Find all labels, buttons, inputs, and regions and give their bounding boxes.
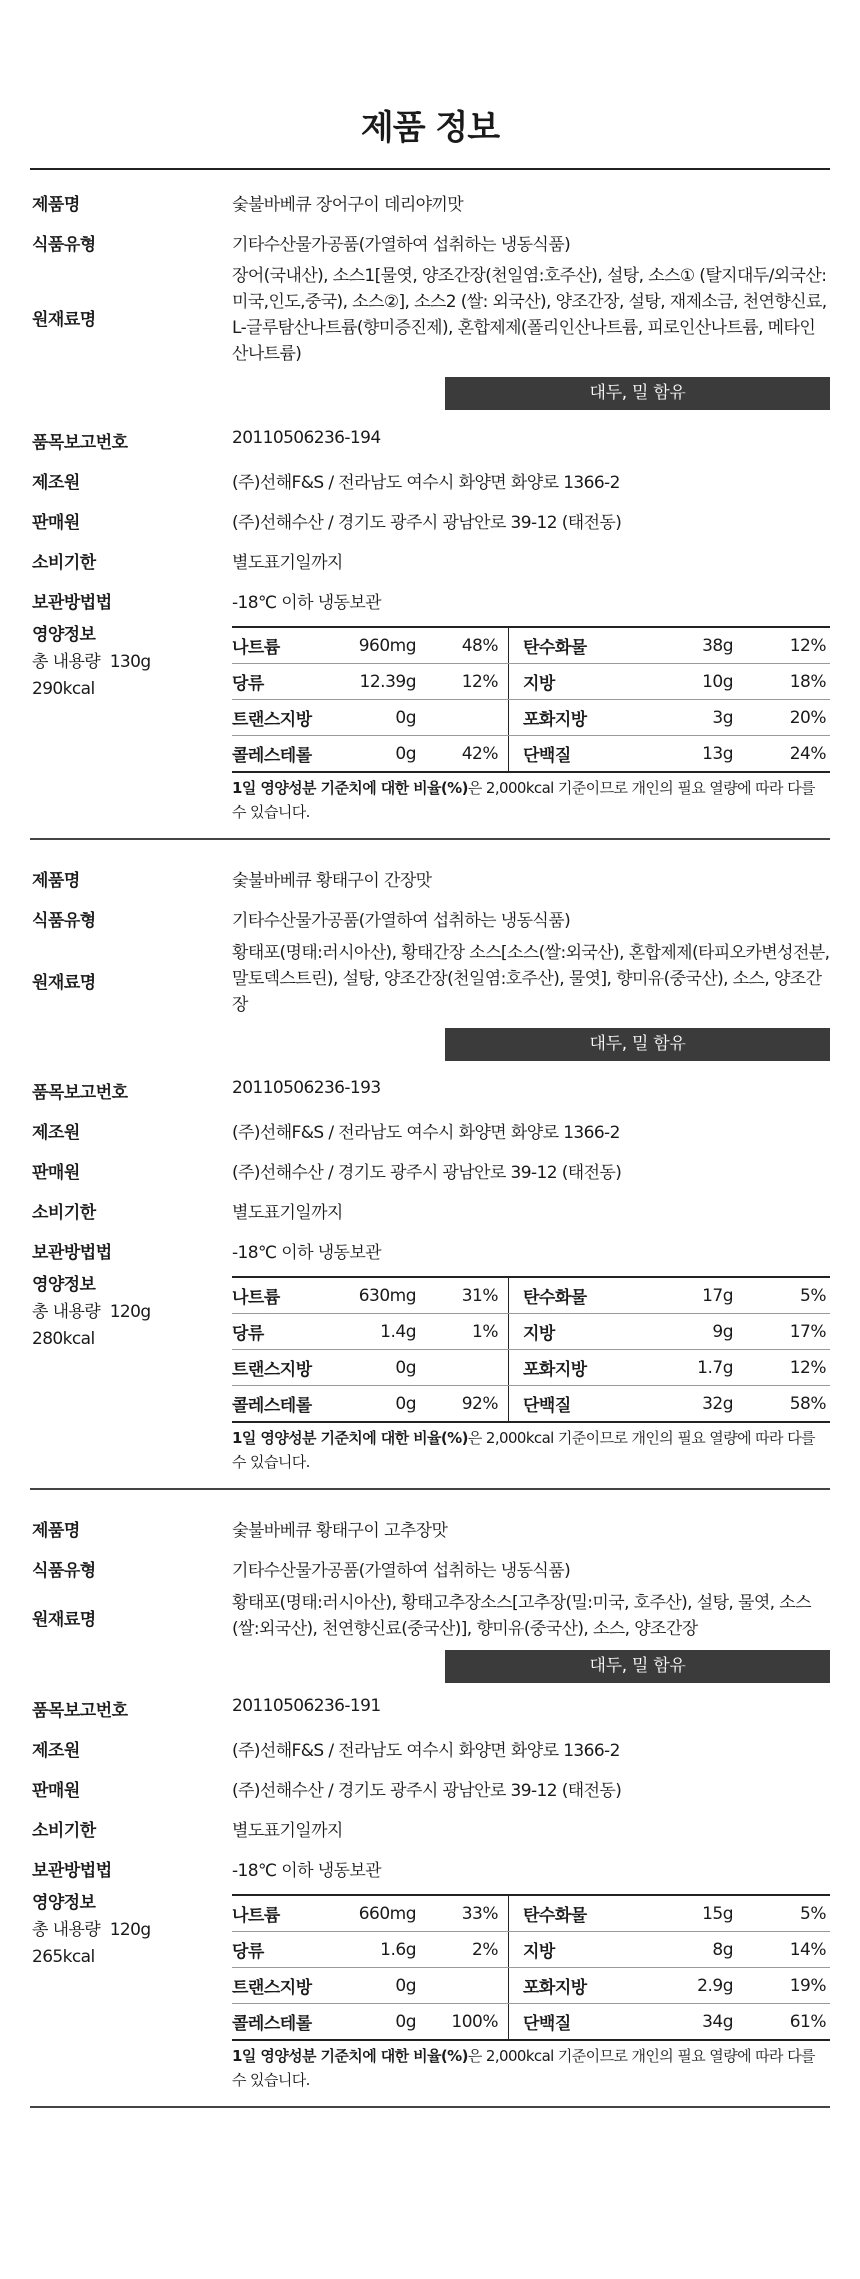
nutrient-amount: 1.4g	[322, 1314, 416, 1350]
nutrient-amount: 12.39g	[322, 664, 416, 700]
label-type: 식품유형	[32, 1561, 96, 1581]
note-text: 은 2,000kcal 기준이므로 개인의 필요 열량에 따라 다를 수 있습니다.	[232, 779, 815, 821]
note-bold: 1일 영양성분 기준치에 대한 비율(%)	[232, 1429, 468, 1447]
note-text: 은 2,000kcal 기준이므로 개인의 필요 열량에 따라 다를 수 있습니다.	[232, 2047, 815, 2089]
nutrient-amount: 0g	[322, 736, 416, 773]
nutrient-name: 나트륨	[232, 1895, 322, 1932]
nutrient-pct: 12%	[733, 1350, 830, 1386]
nutrient-name: 단백질	[509, 1386, 644, 1423]
product-ingredients: 장어(국내산), 소스1[물엿, 양조간장(천일염:호주산), 설탕, 소스① (탈지대두/외국산:미국,인도,중국), 소스②], 소스2 (쌀: 외국산), 양조간장, 설탕, 재제소금, 천연향신료, L-글루탐산나트륨(향미증진제), 혼합제제(폴리인산나트륨, 피로인산나트륨, 메타인산나트륨)	[232, 266, 827, 364]
table-row	[232, 1968, 830, 2004]
nutrient-name: 트랜스지방	[232, 700, 322, 736]
label-name: 제품명	[32, 871, 80, 891]
nutrient-amount: 9g	[643, 1314, 733, 1350]
nutrition-summary	[32, 1272, 151, 1353]
nutrient-name: 단백질	[509, 736, 644, 773]
nutrition-note	[232, 2044, 832, 2092]
label-type: 식품유형	[32, 911, 96, 931]
nutrient-amount: 0g	[322, 2004, 416, 2041]
nutrient-amount: 10g	[643, 664, 733, 700]
nutrient-amount: 32g	[643, 1386, 733, 1423]
table-row	[232, 1932, 830, 1968]
storage: -18℃ 이하 냉동보관	[232, 1861, 381, 1881]
nutrient-amount: 0g	[322, 700, 416, 736]
table-row	[232, 1350, 830, 1386]
label-expiry: 소비기한	[32, 553, 96, 573]
nutrient-name: 나트륨	[232, 1277, 322, 1314]
nutrition-table	[232, 626, 830, 773]
nutrient-name: 콜레스테롤	[232, 2004, 322, 2041]
nutrient-amount: 0g	[322, 1350, 416, 1386]
nutrient-pct: 5%	[733, 1895, 830, 1932]
nutrient-name: 포화지방	[509, 700, 644, 736]
label-ingredients: 원재료명	[32, 1610, 96, 1630]
note-text: 은 2,000kcal 기준이므로 개인의 필요 열량에 따라 다를 수 있습니다.	[232, 1429, 815, 1471]
allergen-badge: 대두, 밀 함유	[445, 1028, 830, 1061]
label-report: 품목보고번호	[32, 433, 128, 453]
nutrient-pct	[416, 1350, 509, 1386]
nutrient-amount: 0g	[322, 1968, 416, 2004]
nutrient-pct: 20%	[733, 700, 830, 736]
nutrient-pct: 61%	[733, 2004, 830, 2041]
nutrient-name: 탄수화물	[509, 627, 644, 664]
total-kcal: 290kcal	[32, 679, 95, 699]
total-weight: 120g	[109, 1302, 151, 1322]
label-storage: 보관방법법	[32, 593, 112, 613]
product-ingredients: 황태포(명태:러시아산), 황태간장 소스[소스(쌀:외국산), 혼합제제(타피오카변성전분, 말토덱스트린), 설탕, 양조간장(천일염:호주산), 물엿], 향미유(중국산), 소스, 양조간장	[232, 943, 830, 1015]
label-seller: 판매원	[32, 1163, 80, 1183]
label-nutrition: 영양정보	[32, 1893, 96, 1913]
product-ingredients: 황태포(명태:러시아산), 황태고추장소스[고추장(밀:미국, 호주산), 설탕, 물엿, 소스(쌀:외국산), 천연향신료(중국산)], 향미유(중국산), 소스, 양조간장	[232, 1593, 811, 1639]
note-bold: 1일 영양성분 기준치에 대한 비율(%)	[232, 779, 468, 797]
table-row	[232, 2004, 830, 2041]
label-storage: 보관방법법	[32, 1861, 112, 1881]
seller: (주)선해수산 / 경기도 광주시 광남안로 39-12 (태전동)	[232, 513, 622, 533]
label-manufacturer: 제조원	[32, 1123, 80, 1143]
nutrient-amount: 660mg	[322, 1895, 416, 1932]
nutrient-name: 단백질	[509, 2004, 644, 2041]
nutrient-pct: 31%	[416, 1277, 509, 1314]
label-expiry: 소비기한	[32, 1203, 96, 1223]
total-kcal: 280kcal	[32, 1329, 95, 1349]
nutrient-amount: 8g	[643, 1932, 733, 1968]
label-nutrition: 영양정보	[32, 625, 96, 645]
nutrient-pct: 19%	[733, 1968, 830, 2004]
storage: -18℃ 이하 냉동보관	[232, 1243, 381, 1263]
nutrient-name: 포화지방	[509, 1350, 644, 1386]
nutrient-pct: 2%	[416, 1932, 509, 1968]
nutrient-pct	[416, 700, 509, 736]
product-type: 기타수산물가공품(가열하여 섭취하는 냉동식품)	[232, 911, 571, 931]
product-type: 기타수산물가공품(가열하여 섭취하는 냉동식품)	[232, 235, 571, 255]
nutrient-name: 당류	[232, 1314, 322, 1350]
nutrient-pct: 58%	[733, 1386, 830, 1423]
nutrition-summary	[32, 622, 151, 703]
report-number: 20110506236-193	[232, 1078, 381, 1098]
nutrient-pct	[416, 1968, 509, 2004]
nutrient-pct: 5%	[733, 1277, 830, 1314]
nutrition-table	[232, 1276, 830, 1423]
allergen-badge: 대두, 밀 함유	[445, 1650, 830, 1683]
table-row	[232, 1277, 830, 1314]
storage: -18℃ 이하 냉동보관	[232, 593, 381, 613]
nutrient-amount: 1.6g	[322, 1932, 416, 1968]
nutrient-name: 트랜스지방	[232, 1968, 322, 2004]
section-divider	[30, 2106, 830, 2108]
total-kcal: 265kcal	[32, 1947, 95, 1967]
report-number: 20110506236-194	[232, 428, 381, 448]
label-seller: 판매원	[32, 513, 80, 533]
label-total: 총 내용량	[32, 1302, 101, 1322]
section-divider	[30, 838, 830, 840]
nutrient-pct: 12%	[733, 627, 830, 664]
page-title: 제품 정보	[360, 108, 500, 148]
nutrient-amount: 34g	[643, 2004, 733, 2041]
table-row	[232, 1386, 830, 1423]
nutrient-amount: 3g	[643, 700, 733, 736]
nutrient-name: 지방	[509, 1932, 644, 1968]
label-name: 제품명	[32, 1521, 80, 1541]
table-row	[232, 664, 830, 700]
nutrient-name: 콜레스테롤	[232, 1386, 322, 1423]
section-divider	[30, 1488, 830, 1490]
label-expiry: 소비기한	[32, 1821, 96, 1841]
label-ingredients: 원재료명	[32, 310, 96, 330]
nutrient-name: 콜레스테롤	[232, 736, 322, 773]
note-bold: 1일 영양성분 기준치에 대한 비율(%)	[232, 2047, 468, 2065]
label-name: 제품명	[32, 195, 80, 215]
product-name: 숯불바베큐 황태구이 고추장맛	[232, 1521, 448, 1541]
nutrient-name: 탄수화물	[509, 1895, 644, 1932]
total-weight: 130g	[109, 652, 151, 672]
label-storage: 보관방법법	[32, 1243, 112, 1263]
seller: (주)선해수산 / 경기도 광주시 광남안로 39-12 (태전동)	[232, 1163, 622, 1183]
nutrient-name: 나트륨	[232, 627, 322, 664]
nutrient-name: 지방	[509, 1314, 644, 1350]
expiry: 별도표기일까지	[232, 1821, 343, 1841]
label-seller: 판매원	[32, 1781, 80, 1801]
nutrient-name: 포화지방	[509, 1968, 644, 2004]
total-weight: 120g	[109, 1920, 151, 1940]
nutrition-summary	[32, 1890, 151, 1971]
nutrient-name: 트랜스지방	[232, 1350, 322, 1386]
manufacturer: (주)선해F&S / 전라남도 여수시 화양면 화양로 1366-2	[232, 1123, 620, 1143]
table-row	[232, 700, 830, 736]
nutrient-amount: 2.9g	[643, 1968, 733, 2004]
table-row	[232, 1895, 830, 1932]
nutrient-pct: 92%	[416, 1386, 509, 1423]
nutrient-amount: 0g	[322, 1386, 416, 1423]
label-manufacturer: 제조원	[32, 1741, 80, 1761]
nutrient-pct: 14%	[733, 1932, 830, 1968]
nutrient-amount: 1.7g	[643, 1350, 733, 1386]
expiry: 별도표기일까지	[232, 1203, 343, 1223]
nutrient-name: 당류	[232, 1932, 322, 1968]
nutrition-note	[232, 776, 832, 824]
expiry: 별도표기일까지	[232, 553, 343, 573]
label-nutrition: 영양정보	[32, 1275, 96, 1295]
nutrient-pct: 33%	[416, 1895, 509, 1932]
nutrient-pct: 12%	[416, 664, 509, 700]
report-number: 20110506236-191	[232, 1696, 381, 1716]
nutrient-amount: 38g	[643, 627, 733, 664]
nutrient-name: 당류	[232, 664, 322, 700]
manufacturer: (주)선해F&S / 전라남도 여수시 화양면 화양로 1366-2	[232, 473, 620, 493]
table-row	[232, 1314, 830, 1350]
label-report: 품목보고번호	[32, 1701, 128, 1721]
nutrient-amount: 630mg	[322, 1277, 416, 1314]
nutrient-pct: 18%	[733, 664, 830, 700]
nutrient-pct: 100%	[416, 2004, 509, 2041]
label-manufacturer: 제조원	[32, 473, 80, 493]
label-type: 식품유형	[32, 235, 96, 255]
nutrient-amount: 960mg	[322, 627, 416, 664]
nutrient-pct: 48%	[416, 627, 509, 664]
seller: (주)선해수산 / 경기도 광주시 광남안로 39-12 (태전동)	[232, 1781, 622, 1801]
nutrition-note	[232, 1426, 832, 1474]
nutrient-pct: 42%	[416, 736, 509, 773]
nutrient-amount: 15g	[643, 1895, 733, 1932]
nutrient-amount: 17g	[643, 1277, 733, 1314]
manufacturer: (주)선해F&S / 전라남도 여수시 화양면 화양로 1366-2	[232, 1741, 620, 1761]
label-total: 총 내용량	[32, 652, 101, 672]
title-divider	[30, 168, 830, 170]
label-report: 품목보고번호	[32, 1083, 128, 1103]
table-row	[232, 627, 830, 664]
product-type: 기타수산물가공품(가열하여 섭취하는 냉동식품)	[232, 1561, 571, 1581]
label-ingredients: 원재료명	[32, 973, 96, 993]
nutrient-name: 지방	[509, 664, 644, 700]
nutrient-pct: 1%	[416, 1314, 509, 1350]
nutrient-pct: 17%	[733, 1314, 830, 1350]
nutrition-table	[232, 1894, 830, 2041]
nutrient-pct: 24%	[733, 736, 830, 773]
label-total: 총 내용량	[32, 1920, 101, 1940]
product-name: 숯불바베큐 장어구이 데리야끼맛	[232, 195, 464, 215]
table-row	[232, 736, 830, 773]
nutrient-amount: 13g	[643, 736, 733, 773]
nutrient-name: 탄수화물	[509, 1277, 644, 1314]
allergen-badge: 대두, 밀 함유	[445, 377, 830, 410]
product-name: 숯불바베큐 황태구이 간장맛	[232, 871, 432, 891]
